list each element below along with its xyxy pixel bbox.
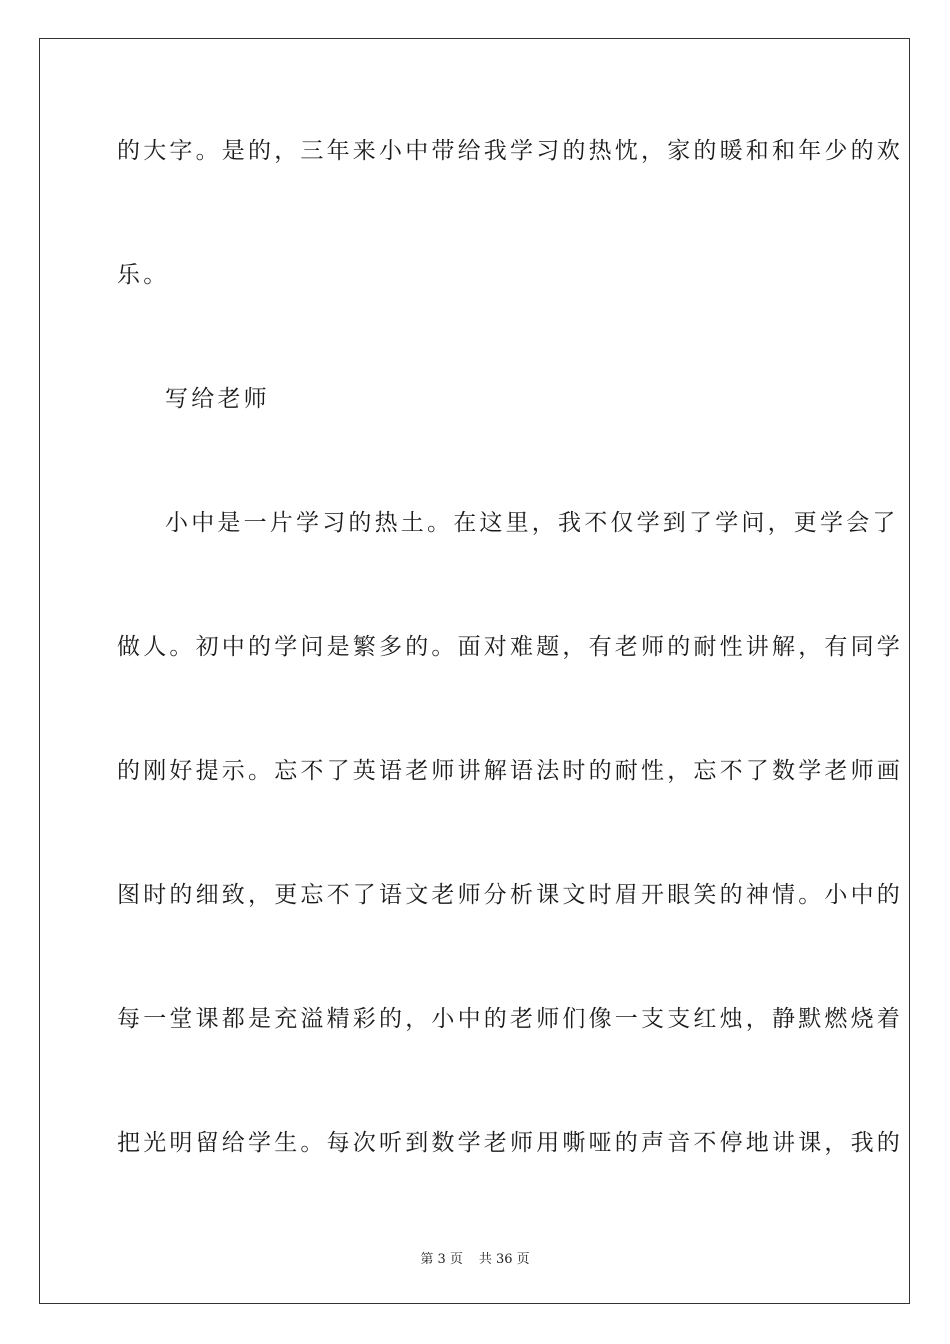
text-line-6: 的刚好提示。忘不了英语老师讲解语法时的耐性，忘不了数学老师画	[117, 758, 903, 784]
page-total: 共 36 页	[478, 1252, 530, 1267]
text-line-2: 乐。	[117, 262, 170, 288]
page-footer	[0, 1248, 950, 1267]
page-number: 第 3 页	[420, 1252, 463, 1267]
text-line-1: 的大字。是的，三年来小中带给我学习的热忱，家的暖和和年少的欢	[117, 138, 903, 164]
text-line-4: 小中是一片学习的热土。在这里，我不仅学到了学问，更学会了	[165, 510, 899, 536]
text-line-8: 每一堂课都是充溢精彩的，小中的老师们像一支支红烛，静默燃烧着	[117, 1006, 903, 1032]
section-heading: 写给老师	[165, 386, 270, 412]
page-border	[39, 38, 910, 1304]
text-line-7: 图时的细致，更忘不了语文老师分析课文时眉开眼笑的神情。小中的	[117, 882, 903, 908]
text-line-5: 做人。初中的学问是繁多的。面对难题，有老师的耐性讲解，有同学	[117, 634, 903, 660]
text-line-9: 把光明留给学生。每次听到数学老师用嘶哑的声音不停地讲课，我的	[117, 1130, 903, 1156]
